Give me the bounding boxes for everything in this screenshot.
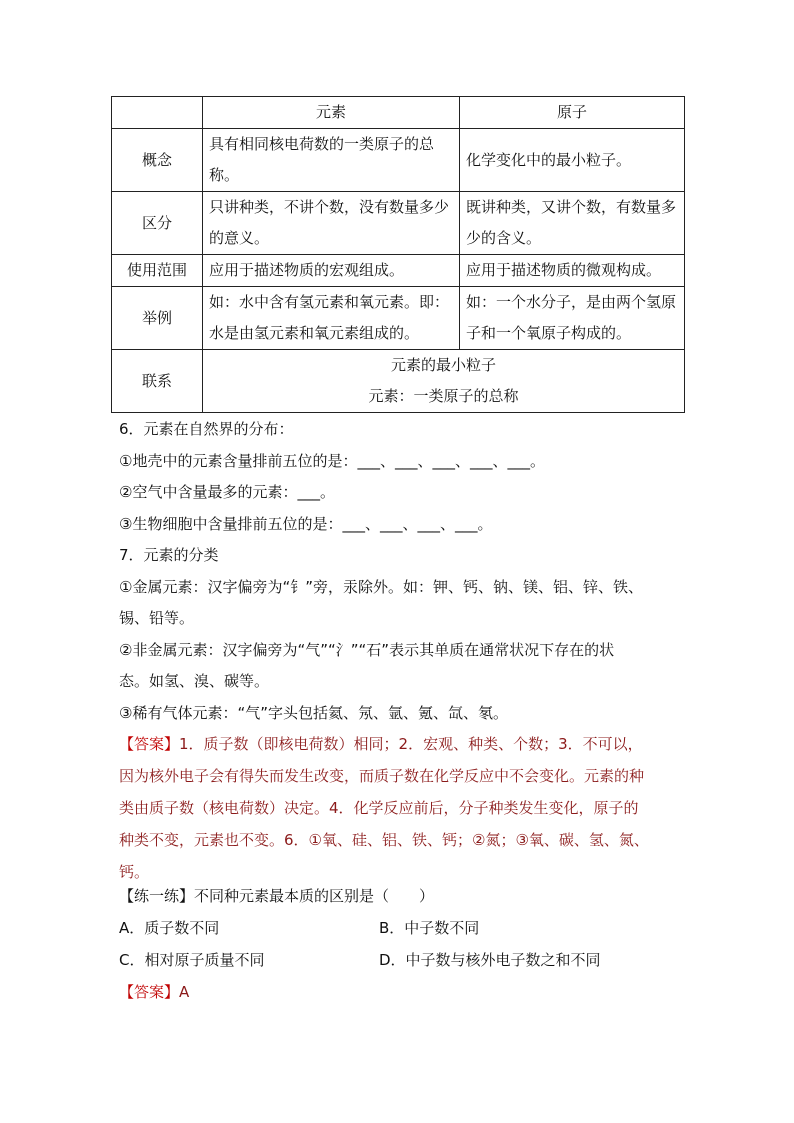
section-7-title: 7．元素的分类 — [119, 546, 219, 564]
answer-line-3: 类由质子数（核电荷数）决定。4．化学反应前后，分子种类发生变化，原子的 — [119, 799, 639, 817]
option-a: A．质子数不同 — [119, 919, 220, 937]
cell-atom-concept: 化学变化中的最小粒子。 — [460, 129, 685, 192]
answer-text-1: 1．质子数（即核电荷数）相同；2．宏观、种类、个数；3．不可以， — [179, 735, 643, 753]
practice-tag: 【练一练】 — [119, 887, 195, 905]
relation-line-2: 元素：一类原子的总称 — [368, 387, 519, 405]
cell-element-distinction: 只讲种类，不讲个数，没有数量多少的意义。 — [203, 192, 460, 255]
row-label-usage: 使用范围 — [112, 255, 203, 287]
section-7-item2-line2: 态。如氢、溴、碳等。 — [119, 672, 270, 690]
cell-atom-example: 如：一个水分子，是由两个氢原子和一个氧原子构成的。 — [460, 287, 685, 350]
section-6 — [119, 414, 689, 729]
table-row — [112, 255, 685, 287]
relation-line-1: 元素的最小粒子 — [390, 356, 496, 374]
section-7-item2-line1: ②非金属元素：汉字偏旁为“气”“氵”“石”表示其单质在通常状况下存在的状 — [119, 640, 615, 659]
element-atom-comparison-table — [111, 96, 685, 413]
table-row — [112, 350, 685, 413]
answer-line-5: 钙。 — [119, 863, 150, 881]
table-row — [112, 129, 685, 192]
section-7-item1-line1: ①金属元素：汉字偏旁为“钅”旁，汞除外。如：钾、钙、钠、镁、铝、锌、铁、 — [119, 577, 643, 596]
table-header-row — [112, 97, 685, 129]
section-7-item3: ③稀有气体元素：“气”字头包括氦、氖、氩、氪、氙、氡。 — [119, 703, 508, 722]
practice-question: 不同种元素最本质的区别是（ ） — [194, 887, 435, 905]
row-label-relation: 联系 — [112, 350, 203, 413]
row-label-distinction: 区分 — [112, 192, 203, 255]
option-b: B．中子数不同 — [379, 919, 480, 937]
practice-answer-line — [119, 976, 689, 1008]
table-row — [112, 192, 685, 255]
answer-line-1 — [119, 728, 684, 760]
option-c: C．相对原子质量不同 — [119, 951, 265, 969]
section-6-q1: ①地壳中的元素含量排前五位的是：___、___、___、___、___。 — [119, 451, 545, 470]
row-label-example: 举例 — [112, 287, 203, 350]
answer-block — [119, 728, 684, 888]
options-row-2 — [119, 944, 689, 976]
cell-atom-distinction: 既讲种类，又讲个数，有数量多少的含义。 — [460, 192, 685, 255]
table-header-element: 元素 — [203, 97, 460, 129]
section-6-q2: ②空气中含量最多的元素：___。 — [119, 483, 335, 501]
section-6-q3: ③生物细胞中含量排前五位的是：___、___、___、___。 — [119, 514, 493, 533]
table-row — [112, 287, 685, 350]
practice-answer-value: A — [179, 983, 190, 1001]
options-row-1 — [119, 912, 689, 944]
section-7-item1-line2: 锡、铅等。 — [119, 609, 195, 627]
row-label-concept: 概念 — [112, 129, 203, 192]
practice-block — [119, 880, 689, 1008]
table-header-empty — [112, 97, 203, 129]
cell-element-example: 如：水中含有氢元素和氧元素。即：水是由氢元素和氧元素组成的。 — [203, 287, 460, 350]
option-d: D．中子数与核外电子数之和不同 — [379, 951, 601, 969]
practice-question-line — [119, 880, 689, 912]
section-6-title: 6．元素在自然界的分布： — [119, 420, 294, 438]
cell-element-usage: 应用于描述物质的宏观组成。 — [203, 255, 460, 287]
answer-tag: 【答案】 — [119, 735, 180, 753]
cell-relation — [203, 350, 685, 413]
cell-atom-usage: 应用于描述物质的微观构成。 — [460, 255, 685, 287]
answer-line-4: 种类不变，元素也不变。6．①氧、硅、铝、铁、钙；②氮；③氧、碳、氢、氮、 — [119, 831, 649, 849]
cell-element-concept: 具有相同核电荷数的一类原子的总称。 — [203, 129, 460, 192]
practice-answer-tag: 【答案】 — [119, 983, 180, 1001]
table-header-atom: 原子 — [460, 97, 685, 129]
answer-line-2: 因为核外电子会有得失而发生改变，而质子数在化学反应中不会变化。元素的种 — [119, 767, 645, 785]
